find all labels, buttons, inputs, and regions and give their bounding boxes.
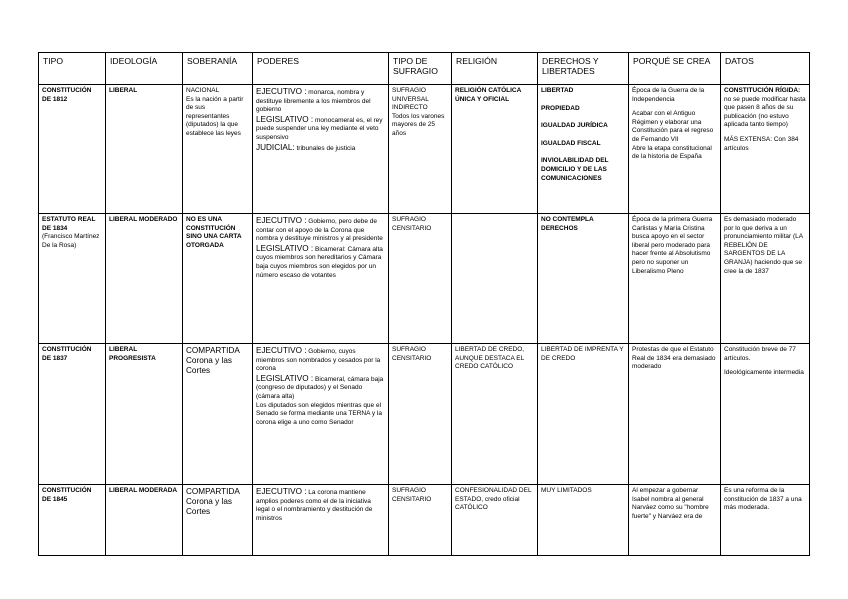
poder-text: Bicameral, cámara baja (congreso de diputados) y el Senado (cámara alta): [256, 375, 384, 400]
poder-label: LEGISLATIVO :: [256, 114, 314, 124]
cell-religion: LIBERTAD DE CREDO, AUNQUE DESTACA EL CREDO CATÓLICO: [452, 344, 538, 485]
cell-datos: Es demasiado moderado por lo que deriva a un pronunciamiento militar (LA REBELIÓN DE SARGENTOS DE LA GRANJA) haciendo que se cree la de 1837: [721, 214, 810, 344]
datos-text: Constitución breve de 77 artículos.: [724, 346, 796, 362]
poder-item: [256, 402, 385, 428]
poder-label: JUDICIAL:: [256, 142, 295, 152]
poder-item: [256, 143, 385, 154]
poder-text: Los diputados son elegidos mientras que el Senado se forma mediante una TERNA y la corona elige a uno como Senador: [256, 401, 382, 426]
poder-text: monocameral es, el rey puede suspender una ley mediante el veto suspensivo: [256, 116, 383, 141]
poder-item: [256, 216, 385, 244]
poder-text: Bicameral: Cámara alta cuyos miembros son hereditarios y Cámara baja cuyos miembros son elegidos por un número escaso de votantes: [256, 245, 383, 279]
porque-item: Época de la Guerra de la Independencia: [632, 87, 705, 103]
poder-label: EJECUTIVO :: [256, 87, 307, 96]
cell-derechos: MUY LIMITADOS: [538, 485, 629, 556]
header-sufragio: TIPO DE SUFRAGIO: [389, 53, 452, 85]
poder-text: tribunales de justicia: [294, 144, 356, 152]
cell-soberania: [183, 85, 253, 214]
header-row: [39, 53, 810, 85]
cell-derechos: NO CONTEMPLA DERECHOS: [538, 214, 629, 344]
poder-label: LEGISLATIVO :: [256, 373, 314, 383]
derecho-item: IGUALDAD FISCAL: [541, 139, 601, 147]
header-tipo: TIPO: [39, 53, 106, 85]
cell-datos: [721, 344, 810, 485]
poder-item: [256, 487, 385, 523]
cell-poderes: [253, 485, 389, 556]
table-row: [39, 85, 810, 214]
datos-text: no se puede modificar hasta que pasen 8 años de su publicación (no estuvo aplicada tanto tiempo): [724, 95, 806, 129]
derecho-item: PROPIEDAD: [541, 104, 580, 112]
cell-porque: Época de la primera Guerra Carlistas y María Cristina busca apoyo en el sector liberal pero moderado para hacer frente al Absolutismo pero no suponer un Liberalismo Pleno: [629, 214, 721, 344]
cell-tipo: CONSTITUCIÓN DE 1845: [39, 485, 106, 556]
cell-religion: [452, 214, 538, 344]
cell-datos: [721, 85, 810, 214]
soberania-title: COMPARTIDA: [186, 346, 240, 355]
porque-item: Abre la etapa constitucional de la historia de España: [632, 144, 712, 161]
poder-item: [256, 346, 385, 374]
poder-label: LEGISLATIVO :: [256, 243, 314, 253]
cell-religion: CONFESIONALIDAD DEL ESTADO, credo oficial CATÓLICO: [452, 485, 538, 556]
derecho-item: IGUALDAD JURÍDICA: [541, 122, 608, 130]
header-ideologia: IDEOLOGÍA: [106, 53, 183, 85]
cell-sufragio: [389, 85, 452, 214]
cell-tipo: CONSTITUCIÓN DE 1812: [39, 85, 106, 214]
poder-item: [256, 115, 385, 143]
cell-sufragio: SUFRAGIO CENSITARIO: [389, 344, 452, 485]
derecho-item: LIBERTAD: [541, 87, 574, 94]
cell-soberania: NO ES UNA CONSTITUCIÓN SINO UNA CARTA OTORGADA: [183, 214, 253, 344]
cell-porque: [629, 85, 721, 214]
soberania-text: Corona y las Cortes: [186, 356, 232, 375]
tipo-sub: (Francisco Martínez De la Rosa): [42, 233, 100, 249]
header-derechos: DERECHOS Y LIBERTADES: [538, 53, 629, 85]
soberania-title: NACIONAL: [186, 87, 220, 94]
poder-label: EJECUTIVO :: [256, 216, 307, 225]
cell-sufragio: SUFRAGIO CENSITARIO: [389, 485, 452, 556]
header-religion: RELIGIÓN: [452, 53, 538, 85]
header-soberania: SOBERANÍA: [183, 53, 253, 85]
cell-ideologia: LIBERAL: [106, 85, 183, 214]
tipo-title: ESTATUTO REAL DE 1834: [42, 216, 96, 232]
table-row: [39, 214, 810, 344]
cell-porque: Al empezar a gobernar Isabel nombra al general Narváez como su "hombre fuerte" y Narváez era de: [629, 485, 721, 556]
cell-soberania: [183, 485, 253, 556]
soberania-text: Corona y las Cortes: [186, 497, 232, 516]
cell-poderes: [253, 85, 389, 214]
header-poderes: PODERES: [253, 53, 389, 85]
cell-ideologia: LIBERAL PROGRESISTA: [106, 344, 183, 485]
header-porque: PORQUÉ SE CREA: [629, 53, 721, 85]
cell-datos: Es una reforma de la constitución de 1837 a una más moderada.: [721, 485, 810, 556]
cell-poderes: [253, 344, 389, 485]
poder-label: EJECUTIVO :: [256, 487, 307, 496]
cell-poderes: [253, 214, 389, 344]
derecho-item: INVIOLABILIDAD DEL DOMICILIO Y DE LAS COMUNICACIONES: [541, 157, 609, 182]
poder-item: [256, 374, 385, 402]
table-row: [39, 485, 810, 556]
sufragio-text: Todos los varones mayores de 25 años: [392, 112, 445, 137]
poder-text: monarca, nombra y destituye libremente a los miembros del gobierno: [256, 89, 371, 114]
cell-derechos: LIBERTAD DE IMPRENTA Y DE CREDO: [538, 344, 629, 485]
sufragio-title: SUFRAGIO UNIVERSAL INDIRECTO: [392, 87, 429, 112]
porque-item: Acabar con el Antiguo Régimen y elaborar una Constitución para el regreso de Fernando VII: [632, 110, 714, 143]
cell-ideologia: LIBERAL MODERADA: [106, 485, 183, 556]
datos-text-2: MÁS EXTENSA: Con 384 artículos: [724, 135, 799, 152]
cell-porque: Protestas de que el Estatuto Real de 1834 era demasiado moderado: [629, 344, 721, 485]
cell-tipo: CONSTITUCIÓN DE 1837: [39, 344, 106, 485]
soberania-title: COMPARTIDA: [186, 487, 240, 496]
poder-label: EJECUTIVO :: [256, 346, 307, 355]
cell-tipo: [39, 214, 106, 344]
constitutions-table: [38, 52, 810, 556]
cell-ideologia: LIBERAL MODERADO: [106, 214, 183, 344]
cell-soberania: [183, 344, 253, 485]
cell-sufragio: SUFRAGIO CENSITARIO: [389, 214, 452, 344]
datos-title: CONSTITUCIÓN RÍGIDA:: [724, 87, 801, 94]
table-row: [39, 344, 810, 485]
poder-text: La corona mantiene amplios poderes como el de la iniciativa legal o el nombramiento y destitución de ministros: [256, 489, 373, 522]
datos-text-2: Ideológicamente intermedia: [724, 369, 804, 377]
poder-text: Gobierno, pero debe de contar con el apoyo de la Corona que nombra y destituye ministros y al presidente: [256, 218, 383, 243]
poder-item: [256, 87, 385, 115]
header-datos: DATOS: [721, 53, 810, 85]
cell-derechos: [538, 85, 629, 214]
poder-item: [256, 244, 385, 280]
poder-text: Gobierno, cuyos miembros son nombrados y cesados por la corona: [256, 348, 381, 373]
cell-religion: RELIGIÓN CATÓLICA ÚNICA Y OFICIAL: [452, 85, 538, 214]
soberania-text: Es la nación a partir de sus representantes (diputados) la que establece las leyes: [186, 95, 244, 137]
